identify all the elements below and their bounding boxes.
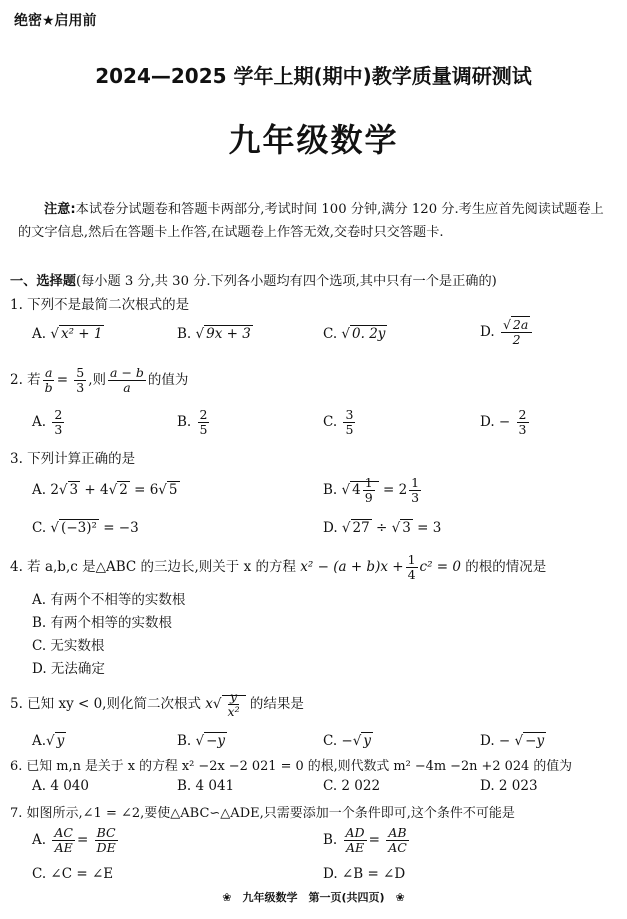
option-letter: C. <box>32 520 47 536</box>
flower-icon: ❀ <box>395 891 405 904</box>
option-letter: B. <box>177 326 192 342</box>
option-letter: D. <box>480 324 495 340</box>
q2-option-c: C. $\frac{3}{5}$ <box>323 407 354 437</box>
q6-option-a: A. 4 040 <box>32 778 89 794</box>
question-6-stem: 6. 已知 m,n 是关于 x 的方程 x² −2x −2 021 = 0 的根,则代数式 m² −4m −2n +2 024 的值为 <box>10 759 573 774</box>
q5-option-a: A.√ y <box>32 733 65 749</box>
q4-option-c: C. 无实数根 <box>32 638 105 654</box>
q7-option-b: B. $\frac{AD}{AE}$ = $\frac{AB}{AC}$ <box>323 825 407 855</box>
q1-option-d: D. $\frac{√ 2a}{2}$ <box>480 318 534 347</box>
option-letter: C. <box>323 414 338 430</box>
flower-icon: ❀ <box>222 891 232 904</box>
q3-option-d: D. √ 27 ÷ √ 3 = 3 <box>323 520 442 536</box>
q4-option-b: B. 有两个相等的实数根 <box>32 615 173 631</box>
q5-option-c: C. −√ y <box>323 733 371 749</box>
q1-option-c: C. √ 0. 2y <box>323 326 386 342</box>
q1-option-b: B. √ 9x + 3 <box>177 326 251 342</box>
q3-option-b: B. √ 4 $\frac{1}{9}$ = 2 $\frac{1}{3}$ <box>323 475 420 505</box>
q4-stem: 4. 若 a,b,c 是△ABC 的三边长,则关于 x 的方程 <box>10 559 296 575</box>
exam-title: 2024—2025 学年上期(期中)教学质量调研测试 <box>95 64 532 88</box>
q4-option-d: D. 无法确定 <box>32 661 105 677</box>
question-7-stem: 7. 如图所示,∠1 = ∠2,要使△ABC∽△ADE,只需要添加一个条件即可,这个条件不可能是 <box>10 806 515 821</box>
page-footer <box>0 889 627 905</box>
question-2-stem: 2. 若 $\frac{a}{b}$ = $\frac{5}{3}$ ,则 $\frac{a - b}{a}$ 的值为 <box>10 365 189 395</box>
q1-option-a: A. √ x² + 1 <box>32 326 103 342</box>
section-heading <box>10 270 497 289</box>
question-4-stem: 4. 若 a,b,c 是△ABC 的三边长,则关于 x 的方程 x² − (a + b)x + $\frac{1}{4}$ c² = 0 的根的情况是 <box>10 552 547 582</box>
option-letter: A. <box>32 326 47 342</box>
option-letter: D. <box>480 733 495 749</box>
q7-option-c: C. ∠C = ∠E <box>32 866 114 882</box>
q2-post: 的值为 <box>147 372 189 388</box>
option-letter: A. <box>32 414 47 430</box>
q5-post: 的结果是 <box>249 696 304 712</box>
option-letter: D. <box>323 520 338 536</box>
q2-mid: ,则 <box>88 372 107 388</box>
q6-option-d: D. 2 023 <box>480 778 538 794</box>
confidential-mark: 绝密★启用前 <box>14 13 97 29</box>
q7-option-d: D. ∠B = ∠D <box>323 866 406 882</box>
q5-option-b: B. √ −y <box>177 733 226 749</box>
option-letter: B. <box>323 832 338 848</box>
notice <box>18 198 614 244</box>
q3-option-c: C. √ (−3)² = −3 <box>32 520 139 536</box>
q3-option-a: A. 2√ 3 + 4√ 2 = 6√ 5 <box>32 482 178 498</box>
option-letter: B. <box>323 482 338 498</box>
q6-option-b: B. 4 041 <box>177 778 235 794</box>
q4-stem-end: 的根的情况是 <box>465 559 547 575</box>
notice-label: 注意: <box>44 202 76 217</box>
option-letter: A. <box>32 832 47 848</box>
q4-option-a: A. 有两个不相等的实数根 <box>32 592 186 608</box>
question-1-stem: 1. 下列不是最简二次根式的是 <box>10 297 190 313</box>
option-letter: A. <box>32 733 47 749</box>
section-label: 一、选择题 <box>10 274 76 289</box>
q2-option-a: A. $\frac{2}{3}$ <box>32 407 63 437</box>
q7-option-a: A. $\frac{AC}{AE}$ = $\frac{BC}{DE}$ <box>32 825 116 855</box>
option-letter: B. <box>177 414 192 430</box>
question-5-stem: 5. 已知 xy < 0,则化简二次根式 x√ $\frac{y}{\text{x²}}$ 的结果是 <box>10 689 304 719</box>
option-letter: C. <box>323 326 338 342</box>
question-3-stem: 3. 下列计算正确的是 <box>10 451 136 467</box>
section-desc: (每小题 3 分,共 30 分.下列各小题均有四个选项,其中只有一个是正确的) <box>75 274 497 289</box>
q2-pre: 2. 若 <box>10 372 41 388</box>
option-letter: C. <box>323 733 338 749</box>
footer-text: 九年级数学 第一页(共四页) <box>242 891 385 904</box>
q5-pre: 5. 已知 xy < 0,则化简二次根式 <box>10 696 201 712</box>
option-letter: B. <box>177 733 192 749</box>
q2-option-d: D. − $\frac{2}{3}$ <box>480 407 527 437</box>
q6-option-c: C. 2 022 <box>323 778 381 794</box>
option-letter: D. <box>480 414 495 430</box>
subject-title: 九年级数学 <box>228 121 399 159</box>
notice-text: 本试卷分试题卷和答题卡两部分,考试时间 100 分钟,满分 120 分.考生应首先阅读试题卷上的文字信息,然后在答题卡上作答,在试题卷上作答无效,交卷时只交答题卡. <box>18 202 604 240</box>
q5-option-d: D. − √ −y <box>480 733 545 749</box>
option-letter: A. <box>32 482 47 498</box>
q2-option-b: B. $\frac{2}{5}$ <box>177 407 208 437</box>
